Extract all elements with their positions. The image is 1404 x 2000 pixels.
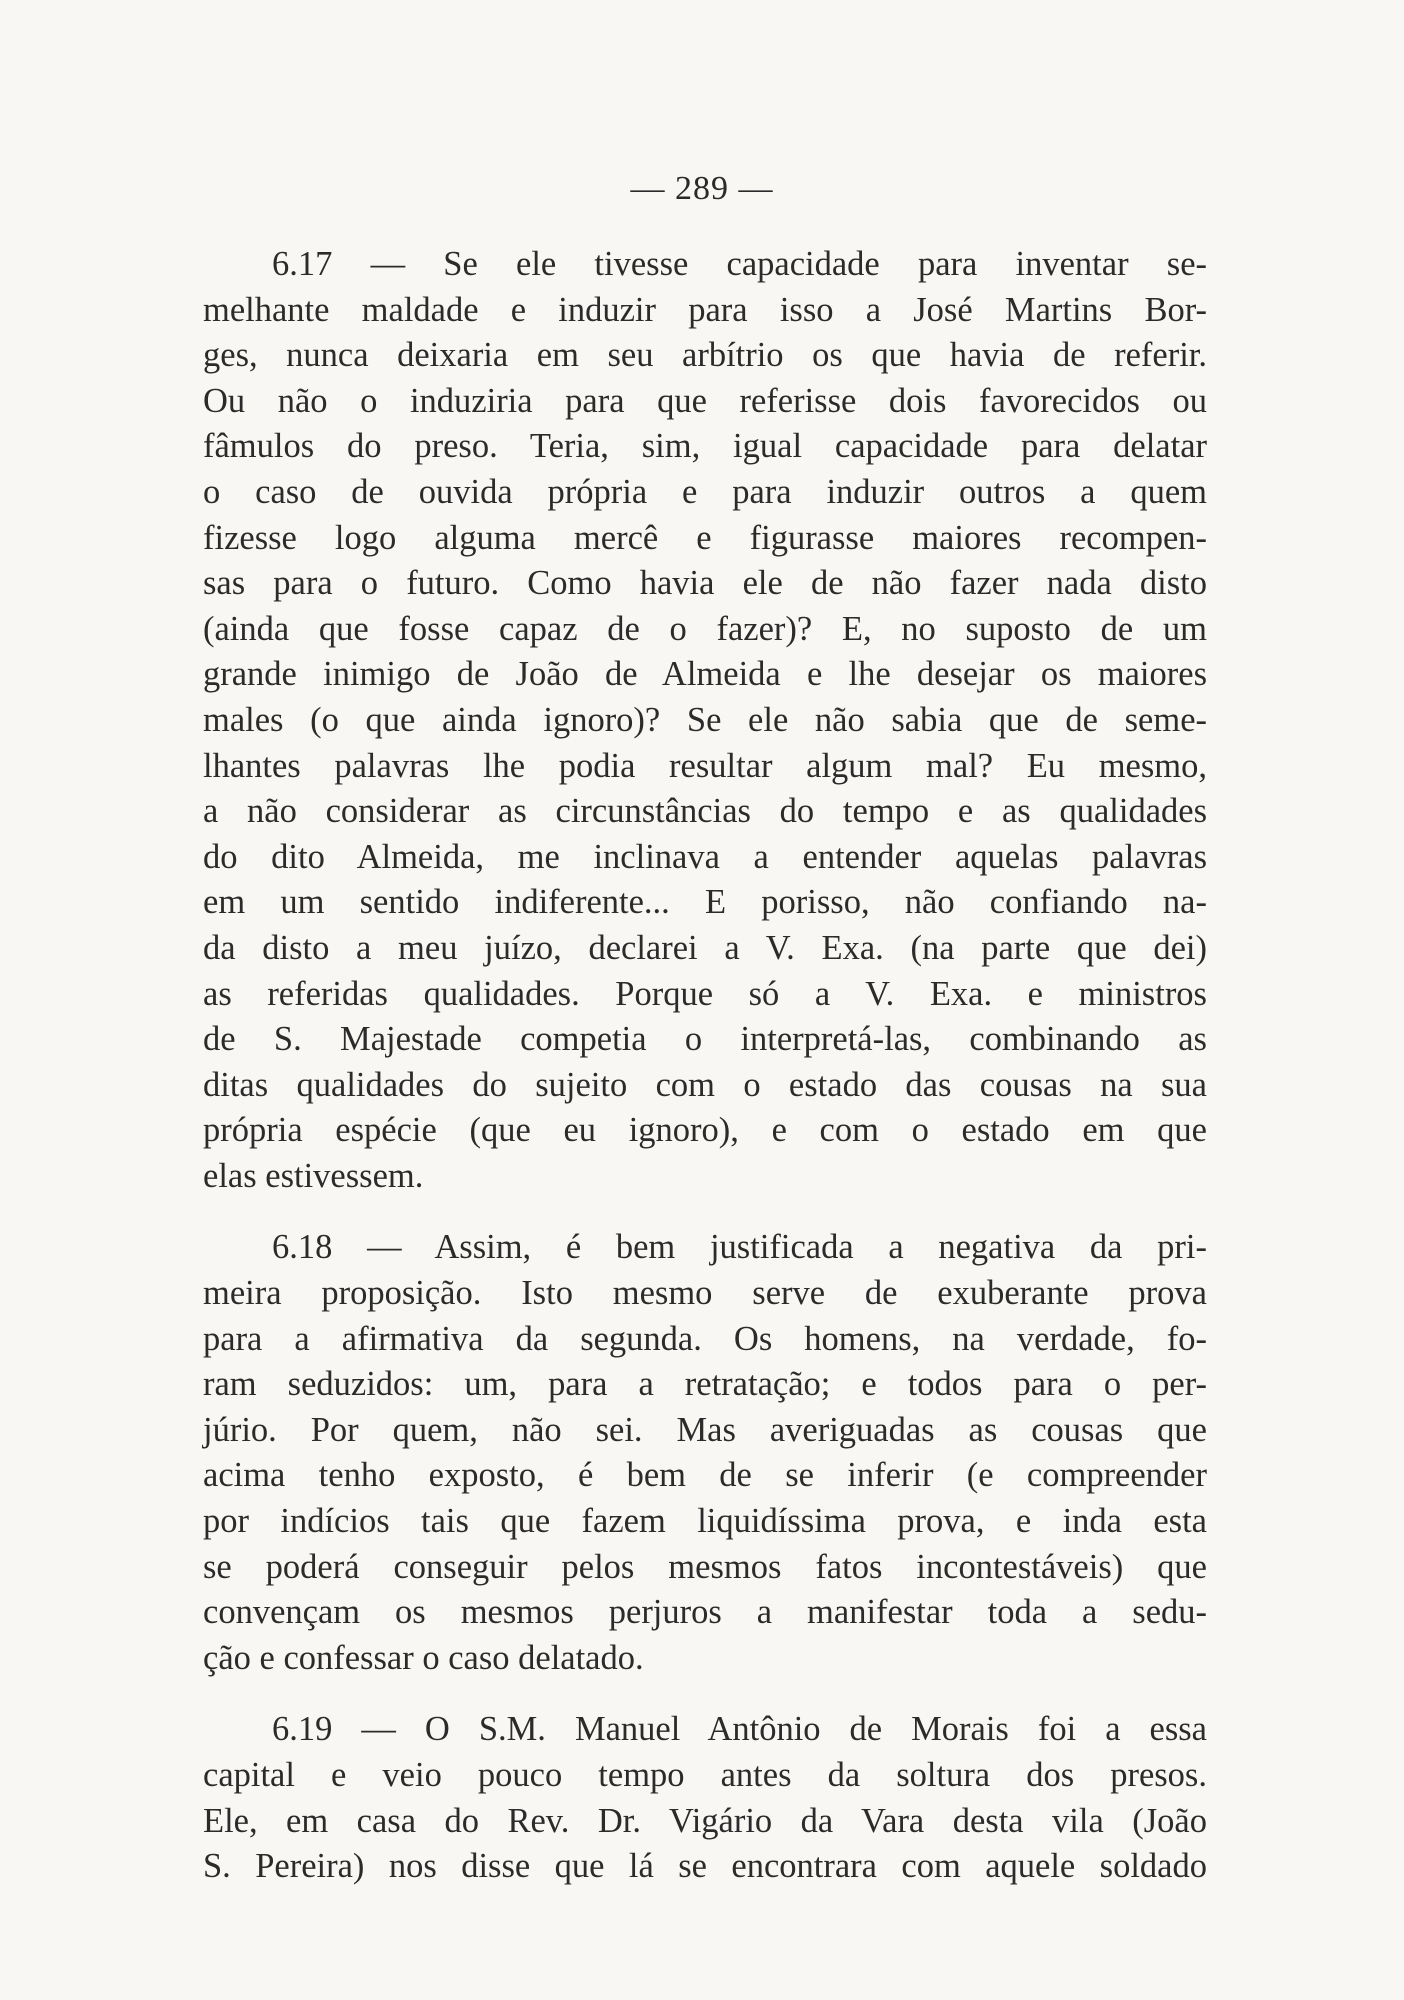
- text-line: fizesse logo alguma mercê e figurasse maiores recompen-: [203, 518, 1207, 557]
- text-line: júrio. Por quem, não sei. Mas averiguadas as cousas que: [203, 1410, 1207, 1449]
- text-line: lhantes palavras lhe podia resultar algum mal? Eu mesmo,: [203, 746, 1207, 785]
- text-line: ges, nunca deixaria em seu arbítrio os que havia de referir.: [203, 336, 1207, 375]
- paragraph-6-17: [203, 242, 1207, 1199]
- text-line: 6.19 — O S.M. Manuel Antônio de Morais foi a essa: [203, 1710, 1207, 1749]
- text-line: S. Pereira) nos disse que lá se encontrara com aquele soldado: [203, 1847, 1207, 1886]
- page-number: — 289 —: [630, 170, 774, 207]
- text-line: se poderá conseguir pelos mesmos fatos incontestáveis) que: [203, 1547, 1207, 1586]
- text-line: melhante maldade e induzir para isso a José Martins Bor-: [203, 290, 1207, 329]
- text-line: para a afirmativa da segunda. Os homens, na verdade, fo-: [203, 1319, 1207, 1358]
- text-line: grande inimigo de João de Almeida e lhe desejar os maiores: [203, 655, 1207, 694]
- text-line: as referidas qualidades. Porque só a V. Exa. e ministros: [203, 974, 1207, 1013]
- text-line: 6.18 — Assim, é bem justificada a negativa da pri-: [203, 1228, 1207, 1267]
- text-line: Ele, em casa do Rev. Dr. Vigário da Vara desta vila (João: [203, 1801, 1207, 1840]
- text-line: ditas qualidades do sujeito com o estado das cousas na sua: [203, 1065, 1207, 1104]
- text-line: por indícios tais que fazem liquidíssima prova, e inda esta: [203, 1502, 1207, 1541]
- text-line: fâmulos do preso. Teria, sim, igual capacidade para delatar: [203, 427, 1207, 466]
- text-line: meira proposição. Isto mesmo serve de exuberante prova: [203, 1274, 1207, 1313]
- text-line: do dito Almeida, me inclinava a entender aquelas palavras: [203, 837, 1207, 876]
- text-line: (ainda que fosse capaz de o fazer)? E, no suposto de um: [203, 609, 1207, 648]
- text-line: o caso de ouvida própria e para induzir outros a quem: [203, 472, 1207, 511]
- text-line: convençam os mesmos perjuros a manifestar toda a sedu-: [203, 1593, 1207, 1632]
- text-line: Ou não o induziria para que referisse dois favorecidos ou: [203, 381, 1207, 420]
- text-line: da disto a meu juízo, declarei a V. Exa. (na parte que dei): [203, 928, 1207, 967]
- text-line: própria espécie (que eu ignoro), e com o estado em que: [203, 1111, 1207, 1150]
- text-line: elas estivessem.: [203, 1156, 424, 1195]
- text-line: a não considerar as circunstâncias do tempo e as qualidades: [203, 792, 1207, 831]
- text-line: capital e veio pouco tempo antes da soltura dos presos.: [203, 1756, 1207, 1794]
- body-text: [203, 242, 1207, 1890]
- paragraph-gap: [203, 1681, 1207, 1707]
- text-line: 6.17 — Se ele tivesse capacidade para inventar se-: [203, 245, 1207, 283]
- paragraph-gap: [203, 1199, 1207, 1225]
- paragraph-6-19: [203, 1707, 1207, 1889]
- text-line: em um sentido indiferente... E porisso, não confiando na-: [203, 883, 1207, 922]
- paragraph-6-18: [203, 1225, 1207, 1681]
- text-line: sas para o futuro. Como havia ele de não fazer nada disto: [203, 564, 1207, 603]
- text-line: acima tenho exposto, é bem de se inferir (e compreender: [203, 1456, 1207, 1495]
- text-line: ram seduzidos: um, para a retratação; e todos para o per-: [203, 1365, 1207, 1404]
- text-line: males (o que ainda ignoro)? Se ele não sabia que de seme-: [203, 700, 1207, 739]
- text-line: ção e confessar o caso delatado.: [203, 1638, 644, 1677]
- text-line: de S. Majestade competia o interpretá-las, combinando as: [203, 1020, 1207, 1059]
